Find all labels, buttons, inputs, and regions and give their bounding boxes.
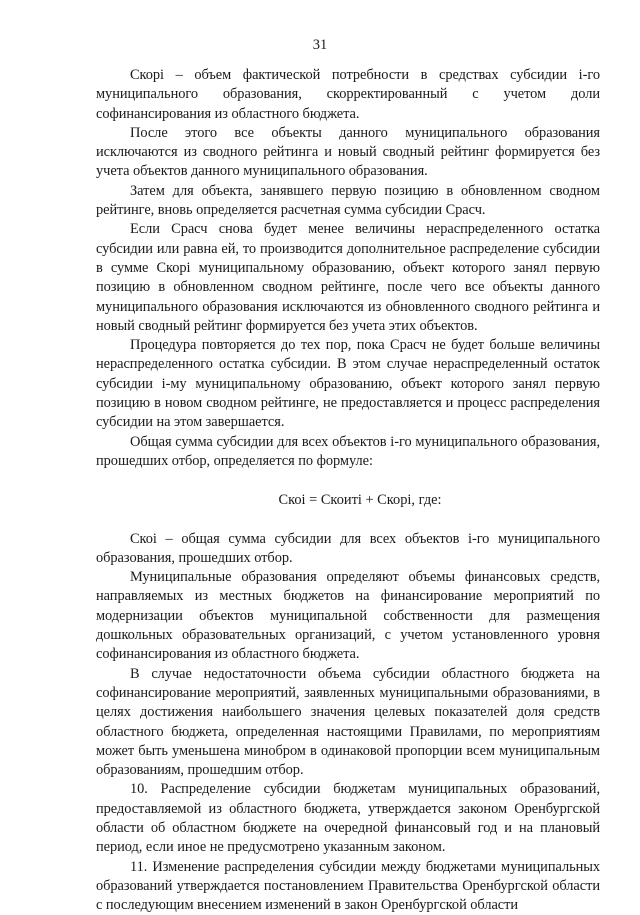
paragraph-municipal-funding: Муниципальные образования определяют объемы финансовых средств, направляемых из местных бюджетов на финансирование мероприятий по модернизации объектов муниципальной собственности для размещения дошкольных образовательных организаций, с учетом установленного уровня софинансирования из областного бюджета.	[96, 569, 600, 663]
paragraph-sko-definition: Скоi – общая сумма субсидии для всех объектов i-го муниципального образования, прошедших отбор.	[96, 530, 600, 566]
formula: Скоi = Скоитi + Скорi, где:	[278, 492, 442, 509]
paragraph-additional-distribution: Если Срасч снова будет менее величины нераспределенного остатка субсидии или равна ей, то производится дополнительное распределение субсидии в сумме Скорi муниципальному образованию, объект которого занял первую позицию в обновленном сводном рейтинге, после чего все объекты данного муниципального образования исключаются из обновленного сводного рейтинга и новый сводный рейтинг формируется без учета этих объектов.	[96, 221, 600, 334]
paragraph-item-10: 10. Распределение субсидии бюджетам муниципальных образований, предоставляемой из областного бюджета, утверждается законом Оренбургской области об областном бюджете на очередной финансовый год и на плановый период, если иное не предусмотрено указанным законом.	[96, 781, 600, 856]
paragraph-exclusion: После этого все объекты данного муниципального образования исключаются из сводного рейтинга и новый сводный рейтинг формируется без учета объектов данного муниципального образования.	[96, 124, 600, 180]
paragraph-item-11: 11. Изменение распределения субсидии между бюджетами муниципальных образований утверждается постановлением Правительства Оренбургской области с последующим внесением изменений в закон Оренбургской области	[96, 858, 600, 914]
paragraph-procedure-repeat: Процедура повторяется до тех пор, пока Срасч не будет больше величины нераспределенного остатка субсидии. В этом случае нераспределенный остаток субсидии i-му муниципальному образованию, объект которого занял первую позицию в новом сводном рейтинге, не предоставляется и процесс распределения субсидии на этом завершается.	[96, 337, 600, 431]
paragraph-formula-intro: Общая сумма субсидии для всех объектов i-го муниципального образования, прошедших отбор, определяется по формуле:	[96, 433, 600, 469]
paragraph-insufficient-subsidy: В случае недостаточности объема субсидии областного бюджета на софинансирование мероприятий, заявленных муниципальными образованиями, в целях достижения наибольшего значения целевых показателей доля средств областного бюджета, определенная настоящими Правилами, по мероприятиям может быть уменьшена минобром в одинаковой пропорции всем муниципальным образованиям, прошедшим отбор.	[96, 665, 600, 779]
paragraph-recalculation: Затем для объекта, занявшего первую позицию в обновленном сводном рейтинге, вновь определяется расчетная сумма субсидии Срасч.	[96, 182, 600, 219]
paragraph-skor-definition: Скорi – объем фактической потребности в средствах субсидии i-го муниципального образования, скорректированный с учетом доли софинансирования из областного бюджета.	[96, 67, 600, 122]
page-number: 31	[312, 37, 328, 53]
document-body	[96, 66, 600, 915]
